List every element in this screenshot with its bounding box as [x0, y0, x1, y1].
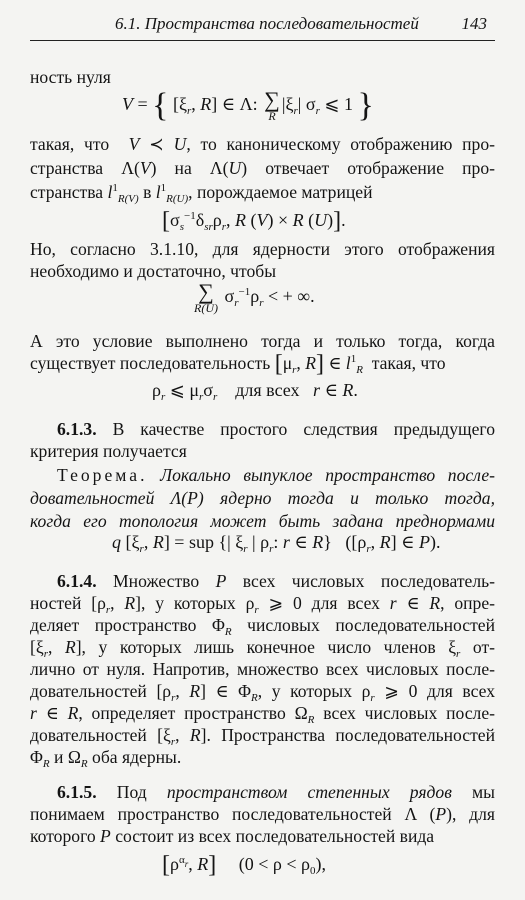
- section-number: 6.1.3.: [57, 419, 97, 439]
- text-line: которого P состоит из всех последовательностей вида: [30, 826, 435, 846]
- text-line: r ∈ R, определяет пространство $\Omega_R$ всех числовых после-: [30, 703, 495, 726]
- text-line: Но, согласно 3.1.10, для ядерности этого отображения: [30, 239, 495, 259]
- page-number: 143: [461, 14, 487, 33]
- section-number: 6.1.5.: [57, 782, 97, 802]
- text-line: необходимо и достаточно, чтобы: [30, 261, 277, 281]
- text-line: существует последовательность [$\mu_r$, R] ∈ $l^1_R$ такая, что: [30, 351, 446, 377]
- section-heading-6-1-3: 6.1.3. В качестве простого следствия предыдущего: [57, 419, 495, 439]
- theorem-label: Теорема.: [57, 465, 148, 485]
- text-line: лично от нуля. Напротив, множество всех числовых после-: [30, 659, 495, 679]
- formula-matrix: [$\sigma_s^{-1}\delta_{sr}\rho_r$, R (V) × R (U)].: [162, 208, 346, 234]
- theorem-line: когда его топология может быть задана преднормами: [30, 511, 495, 531]
- section-heading-6-1-4: 6.1.4. Множество P всех числовых последователь-: [57, 571, 495, 591]
- running-head: 6.1. Пространства последовательностей: [115, 14, 419, 33]
- text-line: понимаем пространство последовательностей Λ (P), для: [30, 804, 495, 824]
- section-heading-6-1-5: 6.1.5. Под пространством степенных рядов мы: [57, 782, 495, 802]
- formula-set-v: V = { [$\xi_r$, R] ∈ Λ: ∑ R $|\xi_r|$ $\sigma_r$ ⩽ 1 }: [122, 87, 374, 125]
- text-line: критерия получается: [30, 441, 187, 461]
- text-line: А это условие выполнено тогда и только тогда, когда: [30, 331, 495, 351]
- theorem: Теорема. Локально выпуклое пространство после-: [57, 465, 495, 485]
- text-line: [$\xi_r$, R], у которых лишь конечное число членов $\xi_r$ от-: [30, 637, 495, 660]
- formula-power-series: [$\rho^{\alpha_r}$, R] $(0 < \rho < \rho_0)$,: [162, 852, 327, 878]
- text-line: ностей [$\rho_r$, R], у которых $\rho_r$ ⩾ 0 для всех r ∈ R, опре-: [30, 593, 496, 616]
- text-line: странства $l^1_{R(V)}$ в $l^1_{R(U)}$, порождаемое матрицей: [30, 182, 373, 205]
- text-line: деляет пространство $\Phi_R$ числовых последовательностей: [30, 615, 495, 638]
- text-line: довательностей [$\rho_r$, R] ∈ $\Phi_R$, у которых $\rho_r$ ⩾ 0 для всех: [30, 681, 496, 704]
- formula-prenorms: q [$\xi_r$, R] = sup {| $\xi_r$ | $\rho_r$: r ∈ R} ([$\rho_r$, R] ∈ P).: [112, 532, 441, 555]
- text-line: такая, что V ≺ U, то каноническому отображению про-: [30, 134, 495, 154]
- formula-inequality: $\rho_r$ ⩽ $\mu_r\sigma_r$ для всех r ∈ R.: [152, 380, 358, 403]
- theorem-line: довательностей Λ(P) ядерно тогда и только тогда,: [30, 488, 495, 508]
- section-number: 6.1.4.: [57, 571, 97, 591]
- text-line: довательностей [$\xi_r$, R]. Пространства последовательностей: [30, 725, 496, 748]
- text-line: $\Phi_R$ и $\Omega_R$ оба ядерны.: [30, 747, 182, 770]
- text-line: странства Λ(V) на Λ(U) отвечает отображение про-: [30, 158, 496, 178]
- page-header: [30, 14, 495, 41]
- text-line: ность нуля: [30, 67, 111, 87]
- formula-series: ∑ R(U) $\sigma_r^{-1}\rho_r$ < + ∞.: [194, 279, 315, 315]
